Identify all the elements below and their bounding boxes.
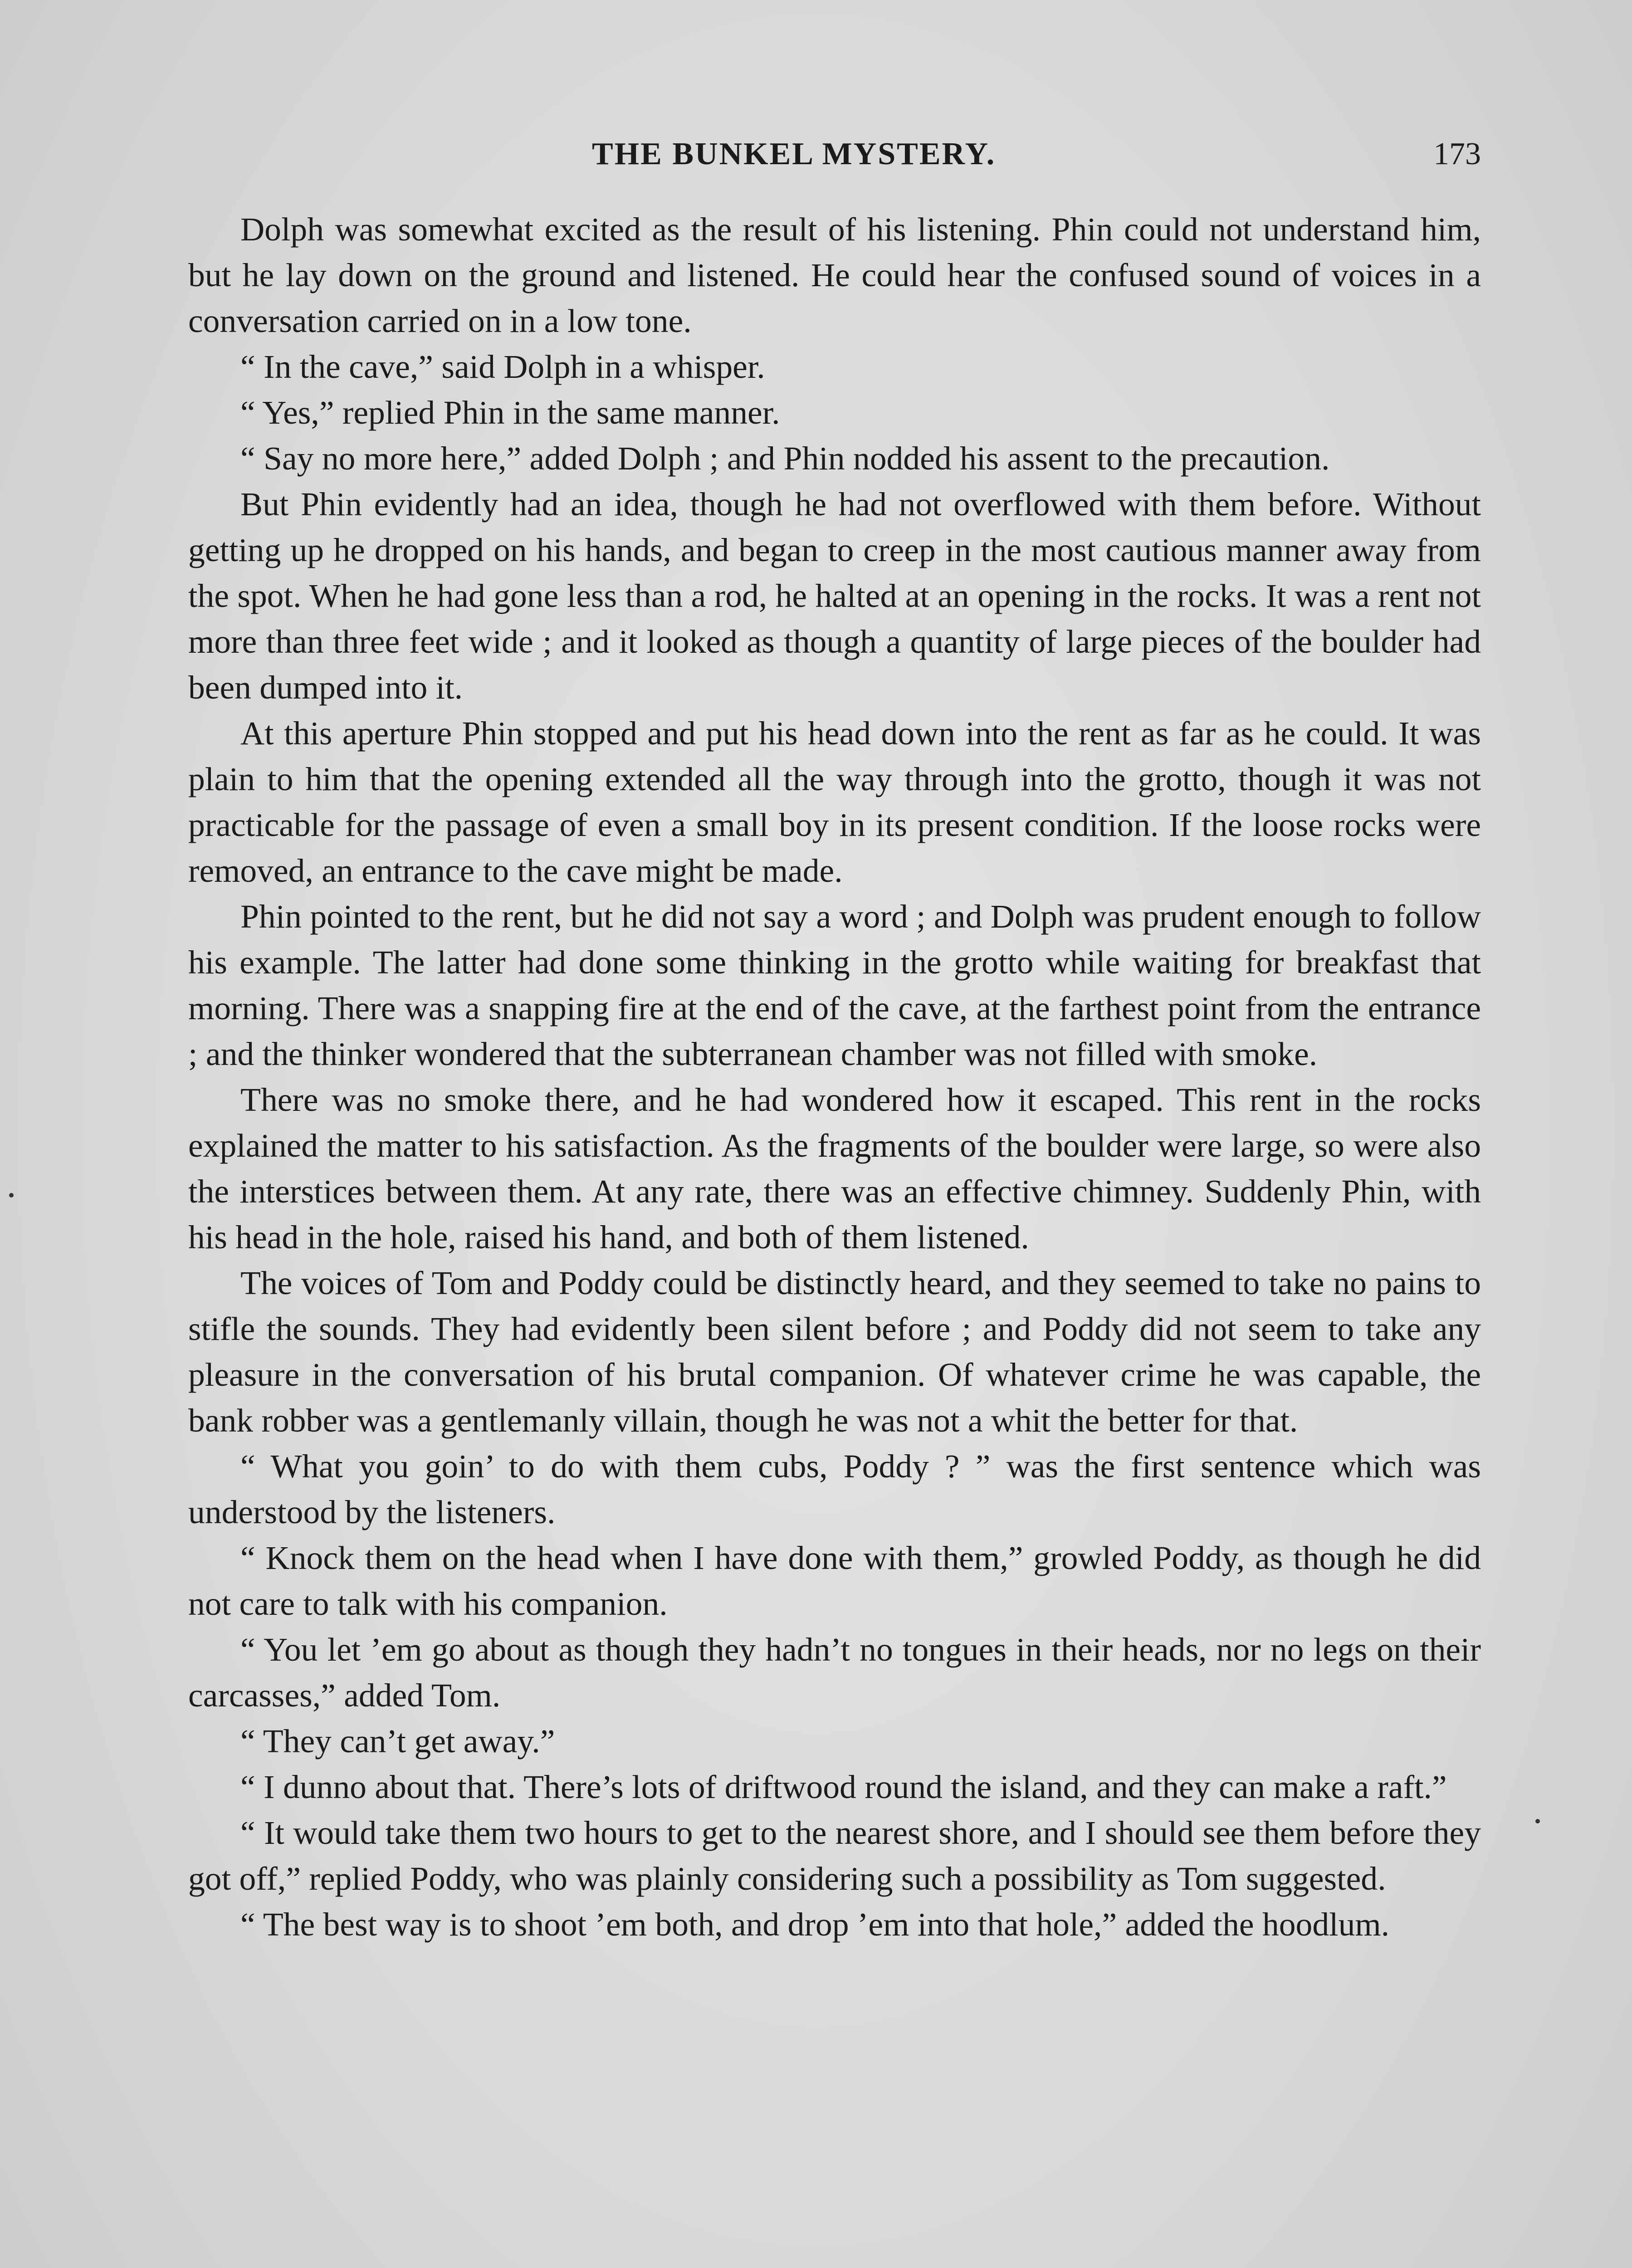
- paragraph: Phin pointed to the rent, but he did not say a word ; and Dolph was prudent enough to follow his example. The latter had done some thinking in the grotto while waiting for breakfast that morning. There was a snapping fire at the end of the cave, at the farthest point from the entrance ; and the thinker wondered that the subterranean chamber was not filled with smoke.: [188, 898, 1481, 1072]
- paragraph: The voices of Tom and Poddy could be distinctly heard, and they seemed to take no pains to stifle the sounds. They had evidently been silent before ; and Poddy did not seem to take any pleasure in the conversation of his brutal companion. Of whatever crime he was capable, the bank robber was a gentlemanly villain, though he was not a whit the better for that.: [188, 1264, 1481, 1439]
- running-head: THE BUNKEL MYSTERY.: [592, 137, 996, 171]
- paragraph: “ What you goin’ to do with them cubs, Poddy ? ” was the first sentence which was understood by the listeners.: [188, 1447, 1481, 1530]
- paragraph: “ Yes,” replied Phin in the same manner.: [240, 394, 780, 431]
- paragraph: Dolph was somewhat excited as the result of his listening. Phin could not understand him, but he lay down on the ground and listened. He could hear the confused sound of voices in a conversation carried on in a low tone.: [188, 210, 1481, 339]
- paragraph: “ The best way is to shoot ’em both, and drop ’em into that hole,” added the hoodlum.: [240, 1906, 1390, 1943]
- paragraph: “ In the cave,” said Dolph in a whisper.: [240, 348, 765, 385]
- paragraph: “ Knock them on the head when I have done with them,” growled Poddy, as though he did not care to talk with his companion.: [188, 1539, 1481, 1622]
- paragraph: “ It would take them two hours to get to the nearest shore, and I should see them before they got off,” replied Poddy, who was plainly considering such a possibility as Tom suggested.: [188, 1814, 1481, 1897]
- body-text: [188, 206, 1481, 1947]
- page-number: 173: [1433, 137, 1481, 171]
- paragraph: At this aperture Phin stopped and put his head down into the rent as far as he could. It was plain to him that the opening extended all the way through into the grotto, though it was not practicable for the passage of even a small boy in its present condition. If the loose rocks were removed, an entrance to the cave might be made.: [188, 714, 1481, 889]
- paragraph: “ I dunno about that. There’s lots of driftwood round the island, and they can make a raft.”: [240, 1768, 1447, 1805]
- paragraph: “ They can’t get away.”: [240, 1722, 555, 1760]
- paragraph: “ Say no more here,” added Dolph ; and Phin nodded his assent to the precaution.: [240, 440, 1330, 477]
- paragraph: “ You let ’em go about as though they hadn’t no tongues in their heads, nor no legs on their carcasses,” added Tom.: [188, 1631, 1481, 1714]
- print-speck: [9, 1193, 14, 1198]
- page-header: [188, 136, 1481, 181]
- paragraph: But Phin evidently had an idea, though he had not overflowed with them before. Without getting up he dropped on his hands, and began to creep in the most cautious manner away from the spot. When he had gone less than a rod, he halted at an opening in the rocks. It was a rent not more than three feet wide ; and it looked as though a quantity of large pieces of the boulder had been dumped into it.: [188, 485, 1481, 706]
- print-speck: [1535, 1819, 1540, 1823]
- paragraph: There was no smoke there, and he had wondered how it escaped. This rent in the rocks explained the matter to his satisfaction. As the fragments of the boulder were large, so were also the interstices between them. At any rate, there was an effective chimney. Suddenly Phin, with his head in the hole, raised his hand, and both of them listened.: [188, 1081, 1481, 1256]
